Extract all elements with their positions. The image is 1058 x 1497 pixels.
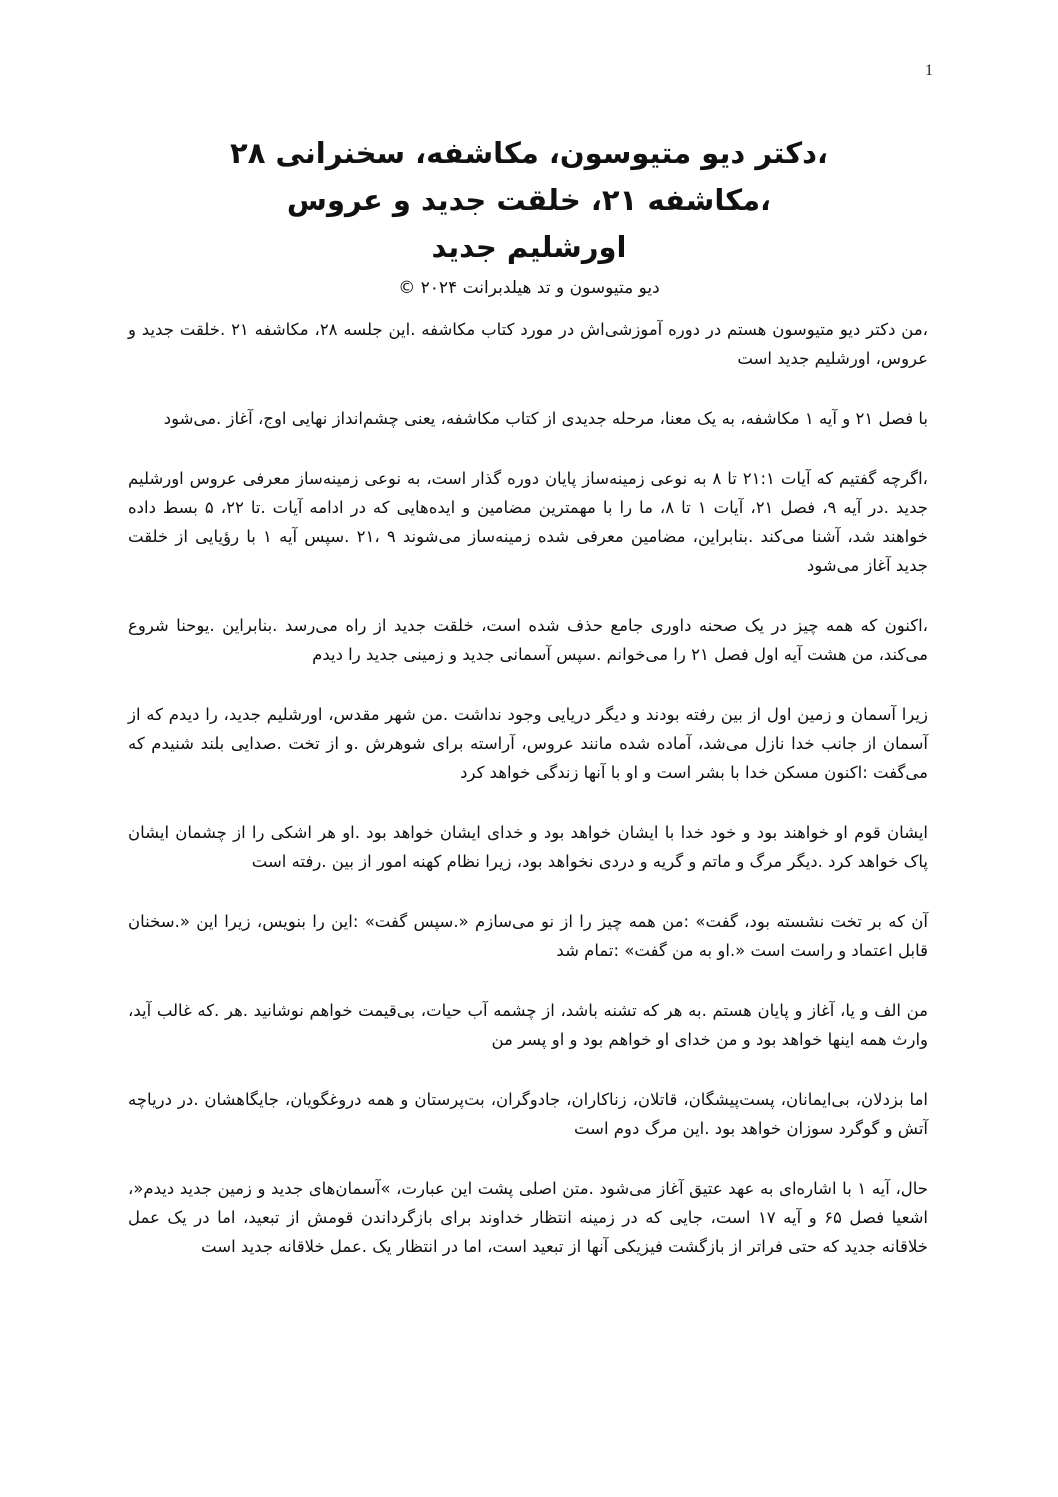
title-line-3: اورشلیم جدید	[431, 230, 627, 264]
document-body	[128, 315, 928, 1292]
paragraph-3: ،اگرچه گفتیم که آیات ۲۱:۱ تا ۸ به نوعی زمینه‌ساز پایان دوره گذار است، به نوعی زمینه‌ساز معرفی عروس اورشلیم جدید .در آیه ۹، فصل ۲۱، آیات ۱ تا ۸، ما را با مهمترین مضامین و ایده‌هایی که در ادامه آیات .تا ۲۲، ۵ بسط داده خواهند شد، آشنا می‌کند .بنابراین، مضامین معرفی شده زمینه‌ساز می‌شوند ۹ ،۲۱ .سپس آیه ۱ با رؤیایی از خلقت جدید آغاز می‌شود	[128, 469, 928, 575]
title-line-2: ،مکاشفه ۲۱، خلقت جدید و عروس	[286, 183, 772, 217]
paragraph-9: اما بزدلان، بی‌ایمانان، پست‌پیشگان، قاتلان، زناکاران، جادوگران، بت‌پرستان و همه دروغگویان، جایگاهشان .در دریاچه آتش و گوگرد سوزان خواهد بود .این مرگ دوم است	[128, 1090, 928, 1138]
paragraph-1: ،من دکتر دیو متیوسون هستم در دوره آموزشی‌اش در مورد کتاب مکاشفه .این جلسه ۲۸، مکاشفه ۲۱ .خلقت جدید و عروس، اورشلیم جدید است	[128, 320, 929, 368]
paragraph-4: ،اکنون که همه چیز در یک صحنه داوری جامع حذف شده است، خلقت جدید از راه می‌رسد .بنابراین .یوحنا شروع می‌کند، من هشت آیه اول فصل ۲۱ را می‌خوانم .سپس آسمانی جدید و زمینی جدید را دیدم	[128, 616, 928, 664]
author-copyright: دیو متیوسون و تد هیلدبرانت ۲۰۲۴ ©	[398, 278, 660, 298]
paragraph-6: ایشان قوم او خواهند بود و خود خدا با ایشان خواهد بود و خدای ایشان خواهد بود .او هر اشکی را از چشمان ایشان پاک خواهد کرد .دیگر مرگ و ماتم و گریه و دردی نخواهد بود، زیرا نظام کهنه امور از بین .رفته است	[128, 823, 928, 871]
paragraph-5: زیرا آسمان و زمین اول از بین رفته بودند و دیگر دریایی وجود نداشت .من شهر مقدس، اورشلیم جدید، را دیدم که از آسمان از جانب خدا نازل می‌شد، آماده شده مانند عروس، آراسته برای شوهرش .و از تخت .صدایی بلند شنیدم که می‌گفت :اکنون مسکن خدا با بشر است و او با آنها زندگی خواهد کرد	[128, 705, 928, 782]
paragraph-10: حال، آیه ۱ با اشاره‌ای به عهد عتیق آغاز می‌شود .متن اصلی پشت این عبارت، »آسمان‌های جدید و زمین جدید دیدم«، اشعیا فصل ۶۵ و آیه ۱۷ است، جایی که در زمینه انتظار خداوند برای بازگرداندن قومش از تبعید، اما در یک عمل خلاقانه جدید که حتی فراتر از بازگشت فیزیکی آنها از تبعید است، اما در انتظار یک .عمل خلاقانه جدید است	[128, 1179, 928, 1256]
title-line-1: ،دکتر دیو متیوسون، مکاشفه، سخنرانی ۲۸	[230, 136, 828, 170]
paragraph-8: من الف و یا، آغاز و پایان هستم .به هر که تشنه باشد، از چشمه آب حیات، بی‌قیمت خواهم نوشانید .هر .که غالب آید، وارث همه اینها خواهد بود و من خدای او خواهم بود و او پسر من	[128, 1001, 928, 1049]
paragraph-7: آن که بر تخت نشسته بود، گفت» :من همه چیز را از نو می‌سازم «.سپس گفت» :این را بنویس، زیرا این «.سخنان قابل اعتماد و راست است «.او به من گفت» :تمام شد	[128, 912, 928, 960]
page-number: 1	[925, 62, 933, 79]
title-block	[0, 130, 1058, 303]
paragraph-2: با فصل ۲۱ و آیه ۱ مکاشفه، به یک معنا، مرحله جدیدی از کتاب مکاشفه، یعنی چشم‌انداز نهایی اوج، آغاز .می‌شود	[163, 409, 928, 428]
